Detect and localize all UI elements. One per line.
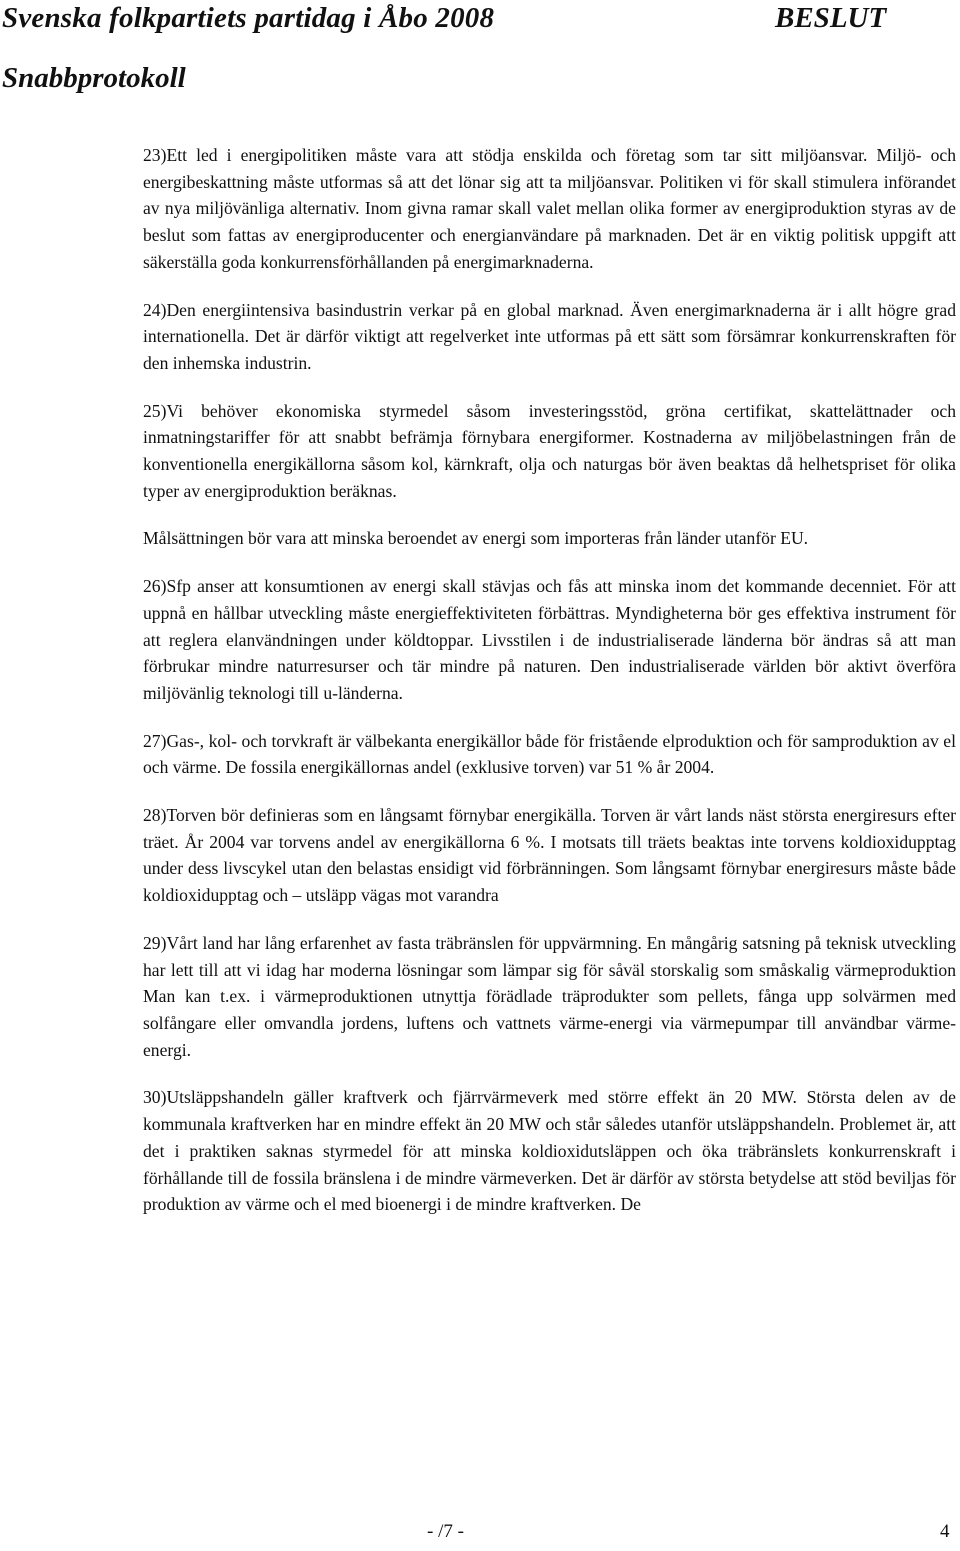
paragraph-26: 26)Sfp anser att konsumtionen av energi skall stävjas och fås att minska inom det kommande decenniet. För att uppnå en hållbar utveckling måste energieffektiviteten förbättras. Myndigheterna bör ges effektiva instrument för att reglera elanvändningen under köldtoppar. Livsstilen i de industrialiserade länderna bör ändras så att man förbrukar mindre naturresurser och tär mindre på naturen. Den industrialiserade världen bör aktivt överföra miljövänlig teknologi till u-länderna.: [143, 576, 956, 703]
paragraph-30: 30)Utsläppshandeln gäller kraftverk och fjärrvärmeverk med större effekt än 20 MW. Största delen av de kommunala kraftverken har en mindre effekt än 20 MW och står således utanför utsläppshandeln. Problemet är, att det i praktiken saknas styrmedel för att minska koldioxidutsläppen och öka träbränslets konkurrenskraft i förhållande till de fossila bränslena i de mindre värmeverken. Det är därför av största betydelse att stöd beviljas för produktion av värme och el med bioenergi i de mindre kraftverken. De: [143, 1087, 956, 1215]
paragraph-24: 24)Den energiintensiva basindustrin verkar på en global marknad. Även energimarknaderna är i allt högre grad internationella. Det är därför viktigt att regelverket inte utformas på ett sätt som försämrar konkurrenskraften för den inhemska industrin.: [143, 299, 956, 373]
document-title: Svenska folkpartiets partidag i Åbo 2008: [2, 2, 495, 34]
footer-page-label: - /7 -: [427, 1521, 464, 1542]
document-subtitle: Snabbprotokoll: [2, 62, 186, 94]
paragraph-29: 29)Vårt land har lång erfarenhet av fasta träbränslen för uppvärmning. En mångårig satsning på teknisk utveckling har lett till att vi idag har moderna lösningar som lämpar sig för såväl storskalig som småskalig värmeproduktion Man kan t.ex. i värmeproduktionen utnyttja förädlade träprodukter som pellets, fånga upp solvärmen med solfångare eller omvandla jordens, luftens och vattnets värme-energi via värmepumpar till användbar värme-energi.: [143, 932, 956, 1060]
paragraph-23: 23)Ett led i energipolitiken måste vara att stödja enskilda och företag som tar sitt miljöansvar. Miljö- och energibeskattning måste utformas så att det lönar sig att ta miljöansvar. Politiken vi för skall stimulera införandet av nya miljövänliga alternativ. Inom givna ramar skall valet mellan olika former av energiproduktion styras av de beslut som fattas av energiproducenter och energianvändare på marknaden. Det är en viktig politisk uppgift att säkerställa goda konkurrensförhållanden på energimarknaderna.: [143, 145, 956, 272]
decision-tag: BESLUT: [775, 2, 887, 34]
footer-page-number: 4: [940, 1521, 950, 1542]
paragraph-25: 25)Vi behöver ekonomiska styrmedel såsom investeringsstöd, gröna certifikat, skattelättnader och inmatningstariffer för att snabbt befrämja förnybara energiformer. Kostnaderna av miljöbelastningen från de konventionella energikällorna såsom kol, kärnkraft, olja och naturgas bör även beaktas då helhetspriset för olika typer av energiproduktion beräknas.: [143, 400, 956, 501]
paragraph-28: 28)Torven bör definieras som en långsamt förnybar energikälla. Torven är vårt lands näst största energiresurs efter träet. År 2004 var torvens andel av energikällorna 6 %. I motsats till träets beaktas inte torvens koldioxidupptag under dess livscykel utan den belastas ensidigt vid förbränningen. Som långsamt förnybar energiresurs måste både koldioxidupptag och – utsläpp vägas mot varandra: [143, 805, 956, 906]
paragraph-27: 27)Gas-, kol- och torvkraft är välbekanta energikällor både för fristående elproduktion och för samproduktion av el och värme. De fossila energikällornas andel (exklusive torven) var 51 % år 2004.: [143, 730, 956, 778]
paragraph-eu-import: Målsättningen bör vara att minska beroendet av energi som importeras från länder utanför EU.: [143, 528, 809, 549]
document-body: [143, 142, 956, 1239]
